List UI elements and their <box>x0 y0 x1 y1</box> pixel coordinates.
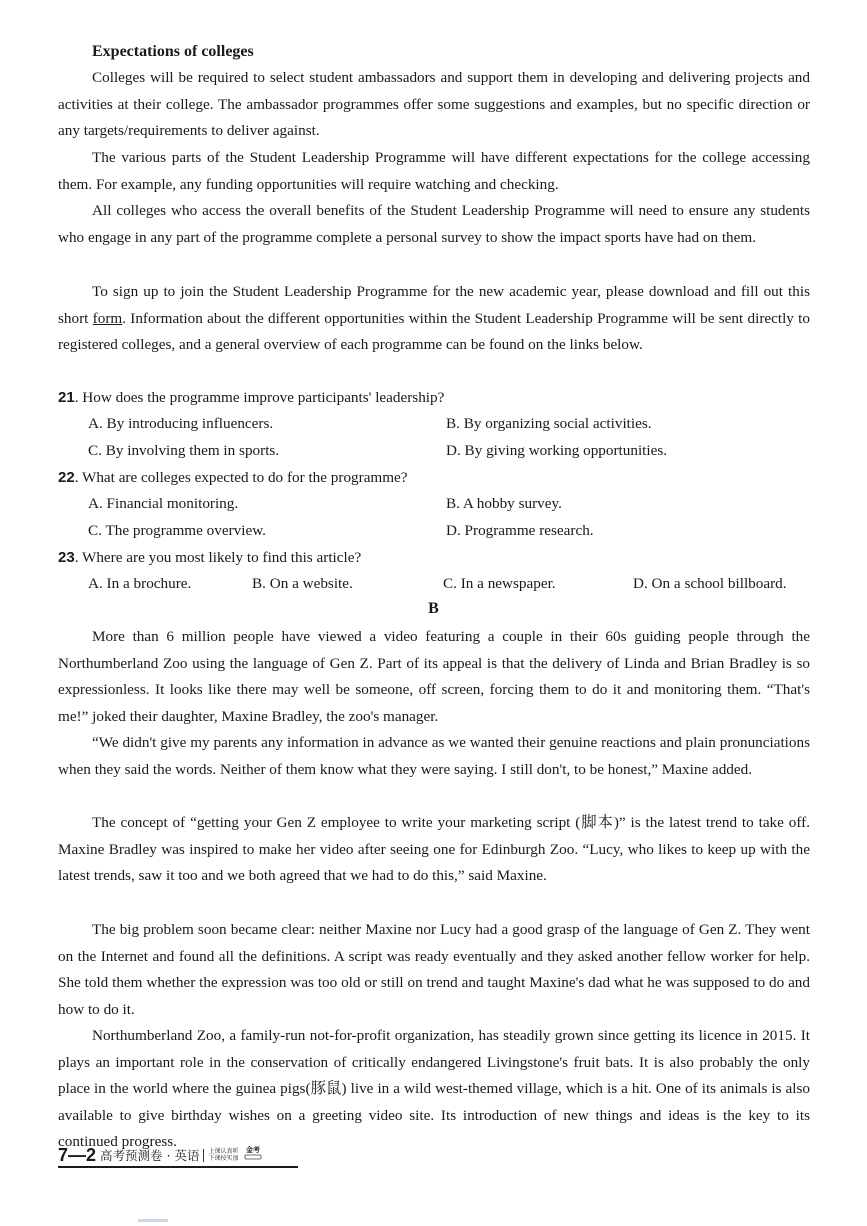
paragraph-problem: The big problem soon became clear: neither Maxine nor Lucy had a good grasp of the language of Gen Z. They went on the Internet and found all the definitions. A script was ready eventually and they asked another fellow worker for help. She told them whether the expression was too old or still on trend and taught Maxine's dad what he was supposed to do and how to do it. <box>58 921 810 1018</box>
option-23-b[interactable]: B. On a website. <box>252 575 353 592</box>
paragraph-parents: “We didn't give my parents any information in advance as we wanted their genuine reactions and plain pronunciations when they said the words. Neither of them know what they were saying. I still don't, to be honest,” Maxine added. <box>58 734 810 778</box>
question-stem: . What are colleges expected to do for the programme? <box>74 469 408 486</box>
option-23-d[interactable]: D. On a school billboard. <box>633 575 787 592</box>
option-21-d[interactable]: D. By giving working opportunities. <box>446 442 668 459</box>
footer-divider <box>203 1149 204 1162</box>
option-21-b[interactable]: B. By organizing social activities. <box>446 415 652 432</box>
option-22-d[interactable]: D. Programme research. <box>446 522 594 539</box>
paragraph-video: More than 6 million people have viewed a video featuring a couple in their 60s guiding people through the Northumberland Zoo using the language of Gen Z. Part of its appeal is that the delivery of Linda and Brian Bradley is so expressionless. It looks like there may well be someone, off screen, forcing them to do it and monitoring them. “That's me!” joked their daughter, Maxine Bradley, the zoo's manager. <box>58 628 810 725</box>
footer-rule <box>58 1166 298 1168</box>
question-23 <box>58 545 810 572</box>
signup-text-before: To sign up to join the Student Leadership Programme for the new academic year, please download and fill out this short <box>58 283 810 327</box>
option-21-a[interactable]: A. By introducing influencers. <box>88 415 274 432</box>
option-22-c[interactable]: C. The programme overview. <box>88 522 266 539</box>
question-number: 23 <box>58 549 75 566</box>
paragraph-expectations: The various parts of the Student Leadership Programme will have different expectations for the college accessing them. For example, any funding opportunities will require watching and checking. <box>58 149 810 193</box>
question-stem: . How does the programme improve participants' leadership? <box>74 389 445 406</box>
publisher-logo-icon <box>242 1144 264 1167</box>
paragraph-survey: All colleges who access the overall benefits of the Student Leadership Programme will need to ensure any students who engage in any part of the programme complete a personal survey to show the impact sports have had on them. <box>58 202 810 246</box>
paragraph-ambassadors: Colleges will be required to select student ambassadors and support them in developing and delivering projects and activities at their college. The ambassador programmes offer some suggestions and examples, but no specific direction or any targets/requirements to deliver against. <box>58 69 810 140</box>
section-heading: Expectations of colleges <box>92 43 254 60</box>
option-21-c[interactable]: C. By involving them in sports. <box>88 442 280 459</box>
footer-slogan <box>208 1148 238 1162</box>
paragraph-zoo: Northumberland Zoo, a family-run not-for-profit organization, has steadily grown since getting its licence in 2015. It plays an important role in the conservation of critically endangered Livingstone's fruit bats. It is also probably the only place in the world where the guinea pigs(豚鼠) live in a wild west-themed village, which is a hit. One of its animals is also available to give birthday wishes on a greeting video site. Its introduction of new things and ideas is the key to its continued progress. <box>58 1027 810 1151</box>
paragraph-signup <box>58 279 810 359</box>
paragraph-concept: The concept of “getting your Gen Z employee to write your marketing script (脚本)” is the latest trend to take off. Maxine Bradley was inspired to make her video after seeing one for Edinburgh Zoo. “Lucy, who likes to keep up with the latest trends, saw it too and we both agreed that we had to do this,” said Maxine. <box>58 814 810 885</box>
page-number: 7—2 <box>58 1144 97 1165</box>
question-21 <box>58 385 810 412</box>
option-22-b[interactable]: B. A hobby survey. <box>446 495 562 512</box>
section-b-letter: B <box>428 600 439 617</box>
option-23-a[interactable]: A. In a brochure. <box>88 575 192 592</box>
question-number: 21 <box>58 389 75 406</box>
question-number: 22 <box>58 469 75 486</box>
scan-artifact <box>138 1219 168 1222</box>
slogan-line-2: 下课按实加 <box>208 1155 239 1162</box>
footer-title: 高考预测卷 · 英语 <box>100 1148 200 1163</box>
option-23-c[interactable]: C. In a newspaper. <box>443 575 556 592</box>
slogan-line-1: 上课认真听 <box>208 1148 239 1155</box>
page-footer <box>58 1141 318 1169</box>
logo-text: 金考 <box>246 1145 261 1154</box>
question-stem: . Where are you most likely to find this article? <box>74 549 362 566</box>
option-22-a[interactable]: A. Financial monitoring. <box>88 495 239 512</box>
signup-text-after: . Information about the different opportunities within the Student Leadership Programme will be sent directly to registered colleges, and a general overview of each programme can be found on the links below. <box>58 309 810 354</box>
question-22 <box>58 465 810 492</box>
form-link[interactable]: form <box>92 309 123 327</box>
